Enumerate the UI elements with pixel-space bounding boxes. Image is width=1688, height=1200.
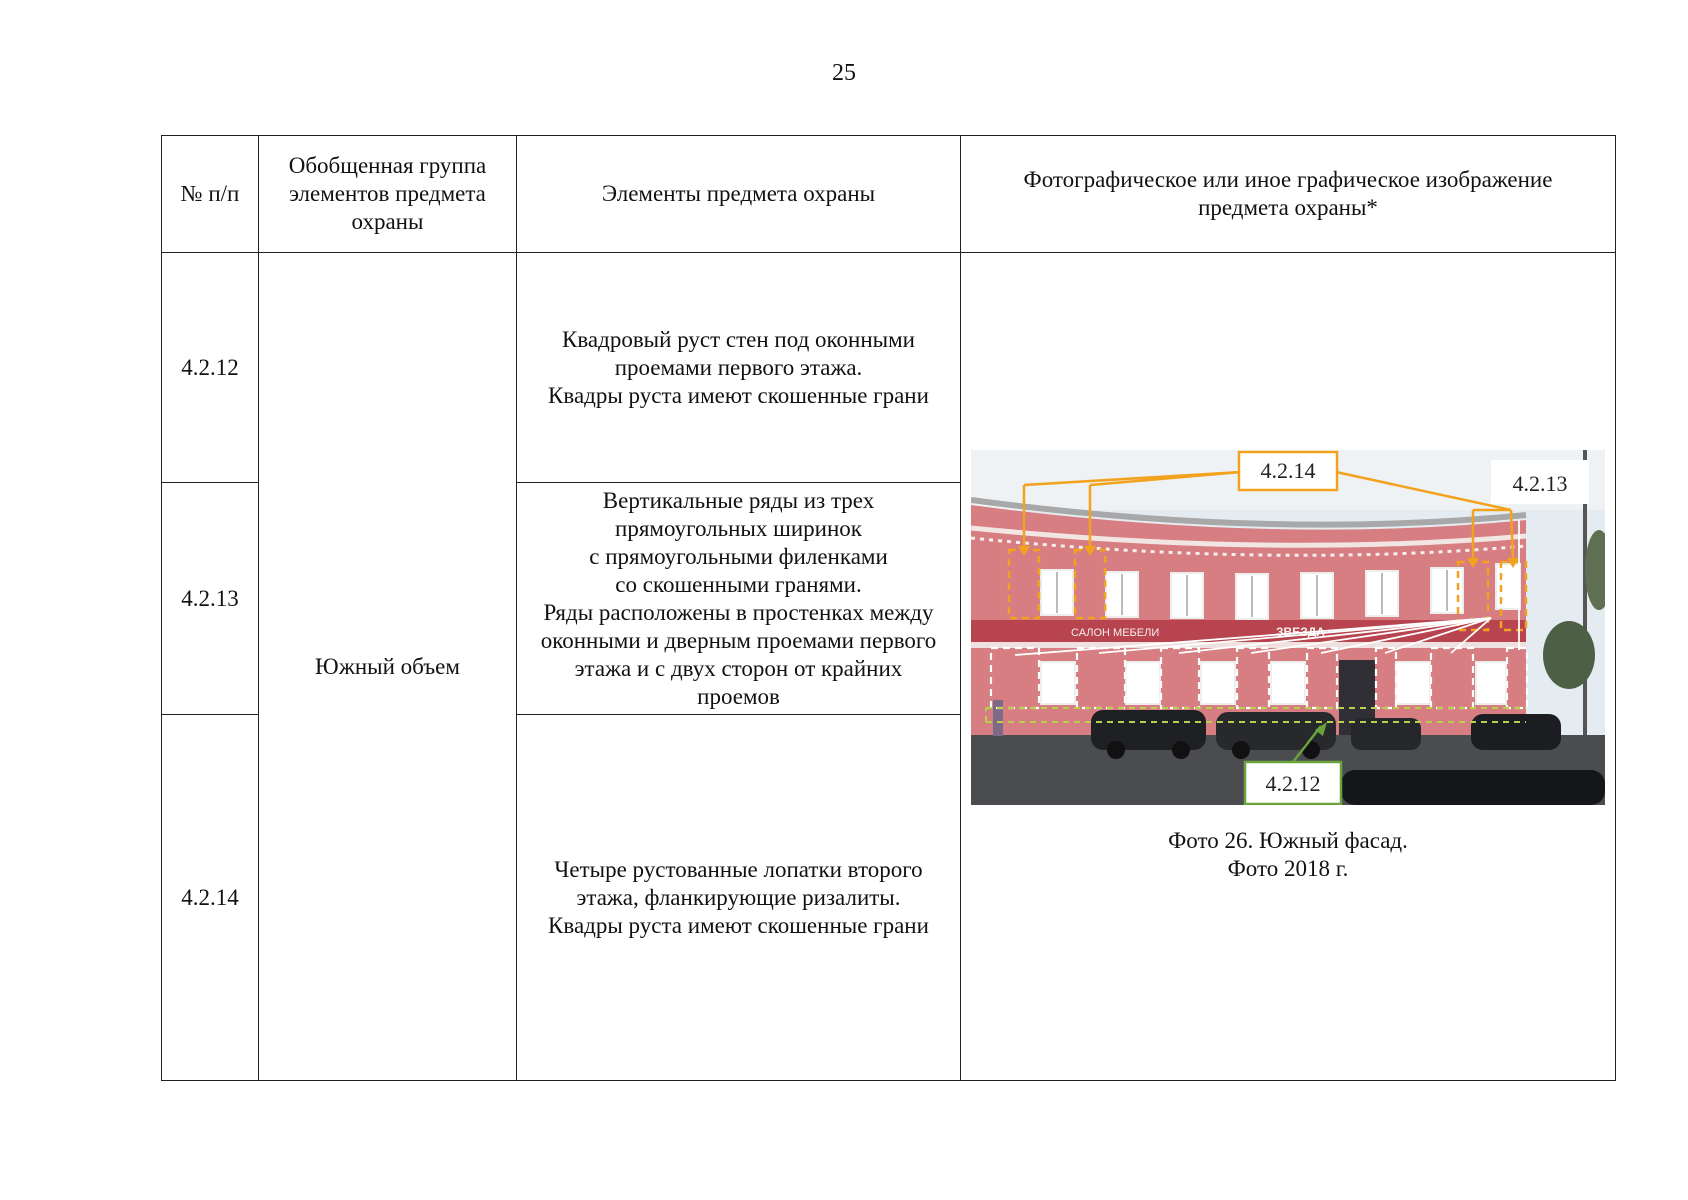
text-line: со скошенными гранями.	[615, 571, 862, 597]
text-line: Квадры руста имеют скошенные грани	[548, 382, 929, 408]
label-4-2-13: 4.2.13	[1512, 471, 1568, 496]
text-line: Квадры руста имеют скошенные грани	[548, 912, 929, 938]
caption-line: Фото 2018 г.	[1227, 856, 1349, 881]
text-line: Вертикальные ряды из трех	[602, 487, 875, 513]
text-line: проемов	[697, 683, 780, 709]
text-line: этажа и с двух сторон от крайних	[574, 655, 903, 681]
text-line: Ряды расположены в простенках между	[543, 599, 934, 625]
text-line: проемами первого этажа.	[614, 354, 863, 380]
page-number: 25	[832, 60, 856, 86]
text-line: Квадровый руст стен под оконными	[562, 326, 915, 352]
row-number: 4.2.14	[162, 715, 259, 1081]
caption-line: Фото 26. Южный фасад.	[1168, 828, 1408, 853]
photo-caption	[971, 827, 1605, 883]
table-header-row	[162, 136, 1616, 253]
header-group: Обобщенная группа элементов предмета охраны	[259, 136, 517, 253]
header-num: № п/п	[162, 136, 259, 253]
element-description	[517, 483, 961, 715]
header-elements: Элементы предмета охраны	[517, 136, 961, 253]
element-description	[517, 253, 961, 483]
shop-sign: ЗВЕЗДА	[1276, 625, 1325, 639]
text-line: с прямоугольными филенками	[589, 543, 888, 569]
row-number: 4.2.12	[162, 253, 259, 483]
header-image: Фотографическое или иное графическое изображение предмета охраны*	[961, 136, 1616, 253]
label-4-2-12: 4.2.12	[1265, 771, 1321, 796]
photo-figure	[971, 450, 1605, 883]
group-cell: Южный объем	[259, 253, 517, 1081]
text-line: оконными и дверным проемами первого	[540, 627, 937, 653]
element-description	[517, 715, 961, 1081]
text-line: прямоугольных ширинок	[615, 515, 862, 541]
facade-photo	[971, 450, 1605, 805]
label-4-2-14: 4.2.14	[1260, 458, 1316, 483]
svg-text:САЛОН МЕБЕЛИ: САЛОН МЕБЕЛИ	[1071, 627, 1160, 639]
text-line: Четыре рустованные лопатки второго	[554, 856, 923, 882]
text-line: этажа, фланкирующие ризалиты.	[576, 884, 901, 910]
protection-table	[161, 135, 1616, 1081]
table-row	[162, 253, 1616, 483]
photo-cell	[961, 253, 1616, 1081]
row-number: 4.2.13	[162, 483, 259, 715]
